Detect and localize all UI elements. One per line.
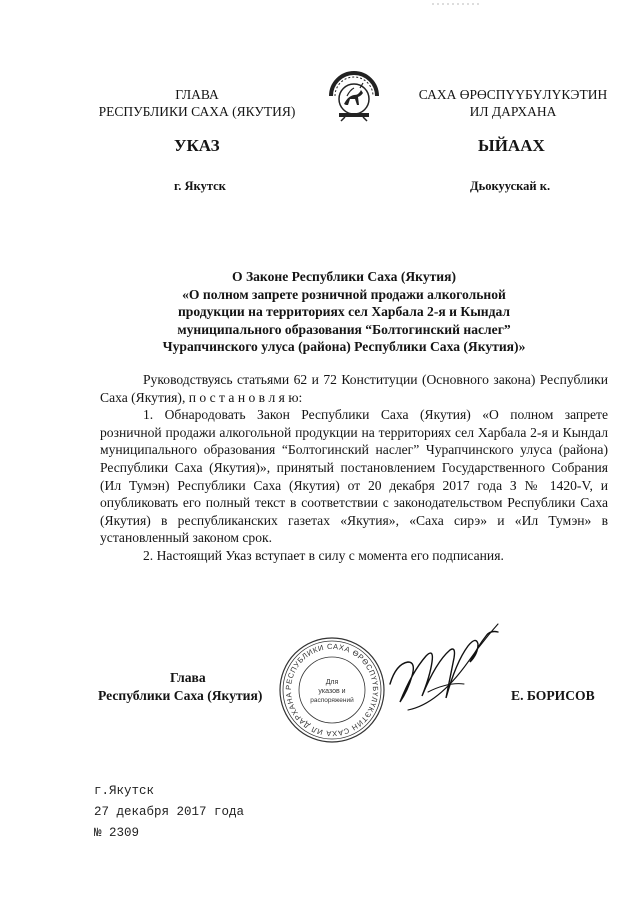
scan-mark bbox=[432, 2, 482, 6]
body-item-1: 1. Обнародовать Закон Республики Саха (Якутия) «О полном запрете розничной продажи алкогольной продукции на территориях сел Харбала 2-я и Кындал муниципального образования “Болтогинский наслег” Чурапчинского улуса (района) Республики Саха (Якутия)», принятый постановлением Государственного Собрания (Ил Тумэн) Республики Саха (Якутия) от 20 декабря 2017 года З № 1420-V, и опубликовать его полный текст в соответствии с законодательством Республики Саха (Якутия) в республиканских газетах «Якутия», «Саха сирэ» и «Ил Тумэн» в установленный законом срок. bbox=[100, 407, 608, 546]
body-intro: Руководствуясь статьями 62 и 72 Конституции (Основного закона) Республики Саха (Якутия), п о с т а н о в л я ю: bbox=[100, 372, 608, 405]
seal-center-line1: Для bbox=[325, 679, 339, 686]
city-sah: Дьокуускай к. bbox=[470, 179, 551, 193]
body-item-2: 2. Настоящий Указ вступает в силу с момента его подписания. bbox=[143, 547, 504, 563]
title-line: продукции на территориях сел Харбала 2-я и Кындал bbox=[177, 304, 511, 319]
header-right-line2: ИЛ ДАРХАНА bbox=[469, 104, 557, 119]
handwritten-signature-icon bbox=[368, 622, 508, 722]
signatory-title-line1: Глава bbox=[170, 670, 206, 685]
header-left-line1: ГЛАВА bbox=[175, 87, 219, 102]
header-left-line2: РЕСПУБЛИКИ САХА (ЯКУТИЯ) bbox=[98, 104, 296, 119]
header-right bbox=[410, 86, 616, 120]
header-right-line1: САХА ӨРӨСПҮҮБҮЛҮКЭТИН bbox=[418, 87, 608, 102]
signatory-title-line2: Республики Саха (Якутия) bbox=[98, 688, 263, 703]
title-line: О Законе Республики Саха (Якутия) bbox=[231, 269, 457, 284]
title-line: «О полном запрете розничной продажи алкогольной bbox=[182, 286, 506, 302]
seal-center-line3: распоряжений bbox=[310, 697, 354, 704]
document-title bbox=[110, 268, 578, 356]
footer-date: 27 декабря 2017 года bbox=[94, 805, 245, 819]
seal-center-line2: указов и bbox=[318, 688, 346, 695]
coat-of-arms-icon bbox=[325, 66, 383, 122]
decree-title-sah: ЫЙААХ bbox=[478, 136, 545, 155]
header-left bbox=[84, 86, 310, 120]
signatory-name: Е. БОРИСОВ bbox=[511, 688, 595, 703]
footer-city: г.Якутск bbox=[94, 784, 155, 798]
title-line: муниципального образования “Болтогинский наслег” bbox=[177, 321, 511, 337]
seal-ring-text: РЕСПУБЛИКИ САХА ӨРӨСПҮҮБҮЛҮКЭТИН САХА ИЛ ДАРХАНА bbox=[283, 641, 381, 739]
footer-number: № 2309 bbox=[94, 826, 140, 840]
city-ru: г. Якутск bbox=[174, 179, 226, 193]
decree-title-ru: УКАЗ bbox=[174, 136, 220, 155]
title-line: Чурапчинского улуса (района) Республики Саха (Якутия)» bbox=[162, 339, 526, 354]
document-footer bbox=[94, 781, 244, 844]
document-body bbox=[100, 371, 608, 565]
